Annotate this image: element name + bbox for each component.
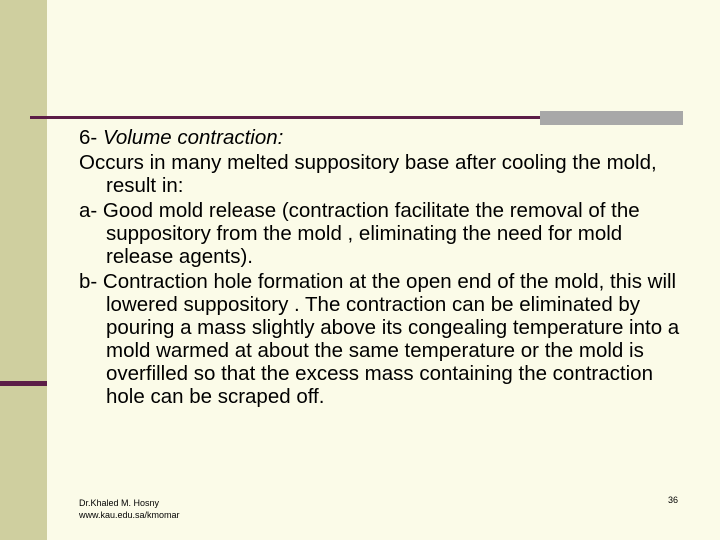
page-number: 36 xyxy=(667,495,678,505)
paragraph-intro: Occurs in many melted suppository base after cooling the mold, result in: xyxy=(79,151,657,197)
paragraph-point-b: b- Contraction hole formation at the open end of the mold, this will lowered suppository . The contraction can be eliminated by pouring a mass slightly above its congealing temperature into a mold warmed at about the same temperature or the mold is overfilled so that the excess mass containing the contraction hole can be scraped off. xyxy=(79,270,680,408)
heading-title: Volume contraction: xyxy=(102,126,284,149)
title-divider-gray-block xyxy=(540,111,683,125)
footer-credits xyxy=(79,497,180,521)
footer-website: www.kau.edu.sa/kmomar xyxy=(79,510,180,520)
left-decorative-band xyxy=(0,0,47,540)
heading-number: 6- xyxy=(79,126,103,149)
paragraph-point-a: a- Good mold release (contraction facilitate the removal of the suppository from the mold , eliminating the need for mold release agents). xyxy=(79,199,640,268)
left-band-accent-bar xyxy=(0,381,47,386)
footer-author: Dr.Khaled M. Hosny xyxy=(79,498,160,508)
slide-body xyxy=(79,126,689,410)
title-divider-line xyxy=(30,116,545,119)
slide-heading xyxy=(79,126,689,149)
